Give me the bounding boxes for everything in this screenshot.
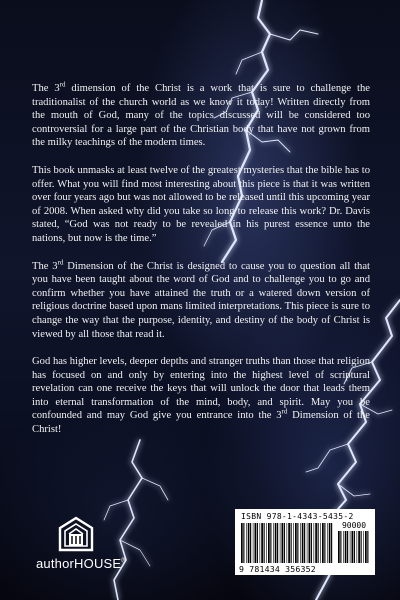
barcode-bar (273, 523, 274, 563)
ordinal-superscript: rd (59, 80, 66, 89)
ean-barcode-bars (241, 523, 333, 563)
barcode-bar (248, 523, 250, 563)
blurb-text: The 3 (32, 260, 58, 272)
barcode-bar (293, 523, 294, 563)
blurb-text: God has higher levels, deeper depths and stranger truths than those that religion has focused on and only by entering into the highest level of scriptural revelation can one receive the keys that will unlock the door that leads them into eternal transformation of the mind, body, and spirit. May you be confounded and may God give you entrance into the 3 (32, 356, 370, 422)
blurb-text: Dimension of the Christ! (32, 410, 370, 436)
barcode-bar (241, 523, 243, 563)
barcode-bar (297, 523, 298, 563)
barcode-bar (253, 523, 254, 563)
barcode-bar (282, 523, 284, 563)
barcode-bar (327, 523, 328, 563)
barcode-bar (345, 531, 347, 563)
blurb-text: The 3 (32, 83, 60, 94)
barcode-bar (261, 523, 263, 563)
barcode-bar (315, 523, 317, 563)
barcode-bar (322, 523, 324, 563)
publisher-name (36, 556, 126, 571)
barcode-bar (352, 531, 354, 563)
isbn-label: ISBN 978-1-4343-5435-2 (241, 512, 354, 521)
barcode-bar (280, 523, 281, 563)
barcode-bar (367, 531, 368, 563)
barcode-bar (340, 531, 341, 563)
barcode-bar (311, 523, 312, 563)
ordinal-superscript: rd (281, 407, 288, 416)
barcode-bar (260, 523, 261, 563)
barcode-bar (304, 523, 305, 563)
barcode-bar (264, 523, 265, 563)
blurb-paragraph (32, 82, 370, 150)
barcode-bar (338, 531, 340, 563)
barcode-bar (266, 523, 267, 563)
blurb-paragraph (32, 164, 370, 246)
authorhouse-house-logo-icon (58, 516, 94, 552)
barcode-bar (354, 531, 355, 563)
barcode-bar (324, 523, 325, 563)
barcode-bar (314, 523, 315, 563)
barcode-bar (307, 523, 308, 563)
barcode-bar (347, 531, 348, 563)
publisher-logo (36, 516, 127, 576)
ordinal-superscript: rd (57, 258, 64, 266)
barcode-bar (275, 523, 277, 563)
barcode-bar (270, 523, 271, 563)
barcode-bar (295, 523, 297, 563)
barcode-bar (350, 531, 351, 563)
blurb-text: This book unmasks at least twelve of the greatest mysteries that the bible has to offer. What you will find most interesting about this piece is that it was written over four years ago but was not allowed to be released until this upcoming year of 2008. When asked why did you take so long to release this work? Dr. Davis stated, “God was not ready to be revealed in his purest essence unto the nations, but now is the time.” (32, 164, 370, 244)
blurb-text: Dimension of the Christ is designed to cause you to question all that you have been taught about the word of God and to challenge you to go and confirm whether you have attained the truth or a watered down version of religious doctrine based upon mans limited interpretations. This piece is sure to change the way that the purpose, identity, and destiny of the body of Christ is viewed by all those that read it. (32, 260, 370, 340)
ean-digits: 9 781434 356352 (239, 564, 316, 574)
barcode-bar (284, 523, 285, 563)
publisher-name-text: authorHOUSE (36, 556, 122, 571)
barcode-bar (277, 523, 278, 563)
blurb-paragraph (32, 355, 370, 437)
barcode-bar (357, 531, 358, 563)
barcode-bar (361, 531, 362, 563)
back-cover-blurb (32, 82, 370, 451)
barcode-bar (300, 523, 301, 563)
barcode-bar (287, 523, 288, 563)
barcode-bar (291, 523, 292, 563)
barcode-bar (358, 531, 360, 563)
barcode-bar (320, 523, 321, 563)
barcode-bar (329, 523, 331, 563)
barcode-bar (318, 523, 319, 563)
barcode-bar (243, 523, 244, 563)
barcode-bar (250, 523, 251, 563)
barcode-bar (255, 523, 257, 563)
barcode-bar (309, 523, 311, 563)
barcode-bar (365, 531, 367, 563)
barcode-bar (302, 523, 304, 563)
price-addon-digits: 90000 (341, 521, 367, 530)
registered-mark: ® (121, 557, 127, 565)
blurb-text: dimension of the Christ is a work that is sure to challenge the traditionalist of the church world as we know it today! Written directly from the mouth of God, many of the topics discussed will be considered too controversial for a large part of the Christian body that have not grown from the milky teachings of the modern times. (32, 83, 370, 149)
addon-barcode-bars (338, 531, 370, 563)
barcode-bar (268, 523, 270, 563)
barcode-bar (257, 523, 258, 563)
barcode-bar (343, 531, 344, 563)
isbn-barcode (235, 509, 375, 575)
barcode-bar (288, 523, 290, 563)
barcode-bar (331, 523, 332, 563)
barcode-bar (363, 531, 364, 563)
blurb-paragraph (32, 260, 370, 342)
barcode-bar (246, 523, 247, 563)
